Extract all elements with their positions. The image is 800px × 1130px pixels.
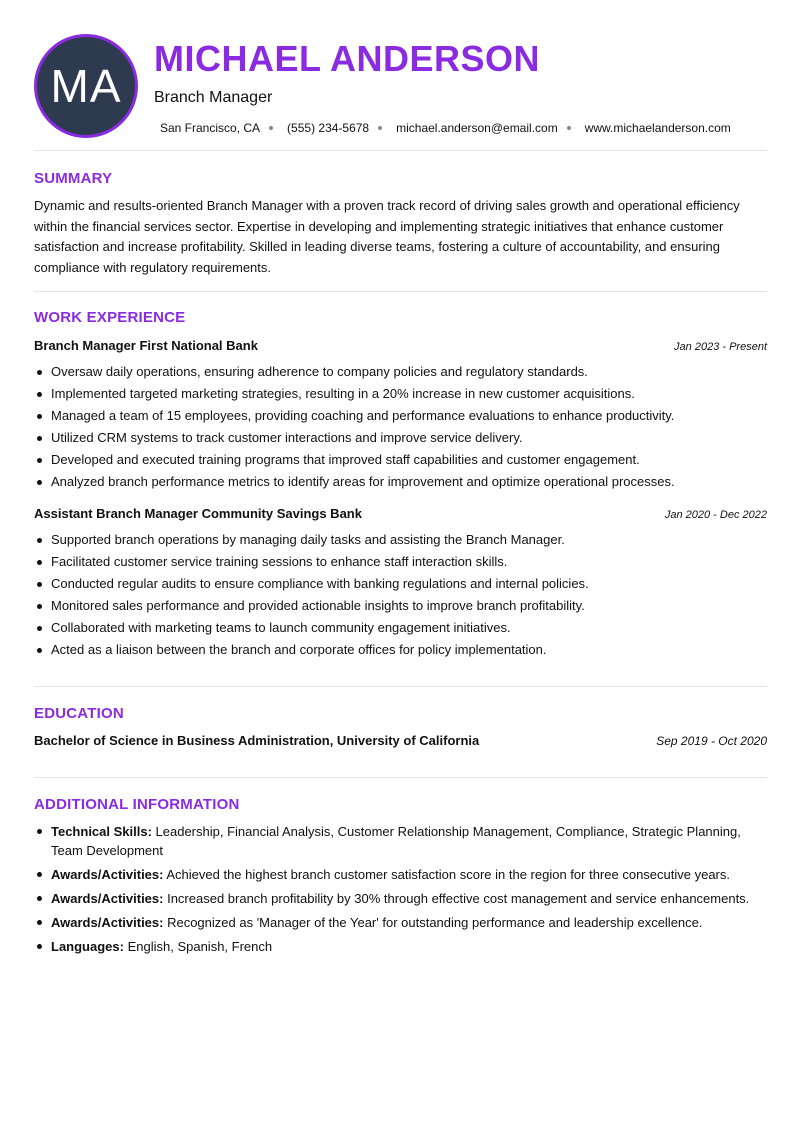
additional-info-list bbox=[34, 822, 774, 961]
contact-location: San Francisco, CA bbox=[160, 121, 261, 135]
item-text: English, Spanish, French bbox=[123, 939, 273, 954]
summary-heading: SUMMARY bbox=[34, 170, 113, 187]
item-label: Awards/Activities: bbox=[51, 891, 164, 906]
contact-website[interactable]: www.michaelanderson.com bbox=[584, 121, 731, 135]
divider bbox=[34, 686, 767, 687]
candidate-title: Branch Manager bbox=[154, 89, 273, 106]
item-text: Recognized as 'Manager of the Year' for outstanding performance and leadership excellence. bbox=[163, 915, 703, 930]
job-bullets bbox=[34, 529, 774, 661]
list-item: Utilized CRM systems to track customer interactions and improve service delivery. bbox=[34, 427, 774, 449]
list-item: Conducted regular audits to ensure compliance with banking regulations and internal policies. bbox=[34, 573, 774, 595]
job-header bbox=[34, 338, 767, 353]
list-item bbox=[34, 822, 774, 860]
divider bbox=[34, 291, 767, 292]
contact-phone: (555) 234-5678 bbox=[287, 121, 370, 135]
list-item: Managed a team of 15 employees, providing coaching and performance evaluations to enhance productivity. bbox=[34, 405, 774, 427]
item-label: Awards/Activities: bbox=[51, 867, 164, 882]
separator-dot bbox=[269, 126, 273, 130]
divider bbox=[34, 150, 767, 151]
job-role: Assistant Branch Manager Community Savings Bank bbox=[34, 506, 362, 521]
job-date: Jan 2023 - Present bbox=[674, 341, 767, 353]
education-entry bbox=[34, 733, 767, 748]
list-item bbox=[34, 889, 774, 908]
separator-dot bbox=[567, 126, 571, 130]
job-header bbox=[34, 506, 767, 521]
additional-info-heading: ADDITIONAL INFORMATION bbox=[34, 796, 240, 813]
contact-line bbox=[160, 121, 731, 135]
job-role: Branch Manager First National Bank bbox=[34, 338, 258, 353]
list-item: Implemented targeted marketing strategies, resulting in a 20% increase in new customer acquisitions. bbox=[34, 383, 774, 405]
education-degree: Bachelor of Science in Business Administration, University of California bbox=[34, 733, 480, 748]
list-item: Developed and executed training programs that improved staff capabilities and customer engagement. bbox=[34, 449, 774, 471]
candidate-name: MICHAEL ANDERSON bbox=[154, 38, 541, 79]
list-item: Analyzed branch performance metrics to identify areas for improvement and optimize operational processes. bbox=[34, 471, 774, 493]
work-experience-heading: WORK EXPERIENCE bbox=[34, 309, 186, 326]
item-label: Technical Skills: bbox=[51, 824, 152, 839]
job-bullets bbox=[34, 361, 774, 493]
list-item bbox=[34, 913, 774, 932]
education-date: Sep 2019 - Oct 2020 bbox=[656, 734, 767, 748]
list-item: Oversaw daily operations, ensuring adherence to company policies and regulatory standards. bbox=[34, 361, 774, 383]
job-date: Jan 2020 - Dec 2022 bbox=[664, 509, 767, 521]
item-text: Achieved the highest branch customer satisfaction score in the region for three consecutive years. bbox=[163, 867, 730, 882]
item-text: Increased branch profitability by 30% through effective cost management and service enhancements. bbox=[163, 891, 750, 906]
list-item: Collaborated with marketing teams to launch community engagement initiatives. bbox=[34, 617, 774, 639]
summary-text: Dynamic and results-oriented Branch Manager with a proven track record of driving sales growth and operational efficiency within the financial services sector. Expertise in developing and implementing strategic initiatives that enhance customer satisfaction and increase profitability. Skilled in leading diverse teams, fostering a culture of accountability, and ensuring compliance with regulatory requirements. bbox=[34, 198, 740, 275]
education-heading: EDUCATION bbox=[34, 705, 124, 722]
list-item bbox=[34, 937, 774, 956]
contact-email[interactable]: michael.anderson@email.com bbox=[396, 121, 558, 135]
list-item: Supported branch operations by managing daily tasks and assisting the Branch Manager. bbox=[34, 529, 774, 551]
list-item: Acted as a liaison between the branch and corporate offices for policy implementation. bbox=[34, 639, 774, 661]
separator-dot bbox=[378, 126, 382, 130]
item-label: Languages: bbox=[51, 939, 124, 954]
item-label: Awards/Activities: bbox=[51, 915, 164, 930]
item-text: Leadership, Financial Analysis, Customer Relationship Management, Compliance, Strategic Planning, Team Development bbox=[51, 824, 741, 858]
list-item bbox=[34, 865, 774, 884]
list-item: Facilitated customer service training sessions to enhance staff interaction skills. bbox=[34, 551, 774, 573]
avatar-initials: MA bbox=[50, 60, 122, 112]
divider bbox=[34, 777, 767, 778]
list-item: Monitored sales performance and provided actionable insights to improve branch profitability. bbox=[34, 595, 774, 617]
avatar bbox=[34, 34, 138, 138]
